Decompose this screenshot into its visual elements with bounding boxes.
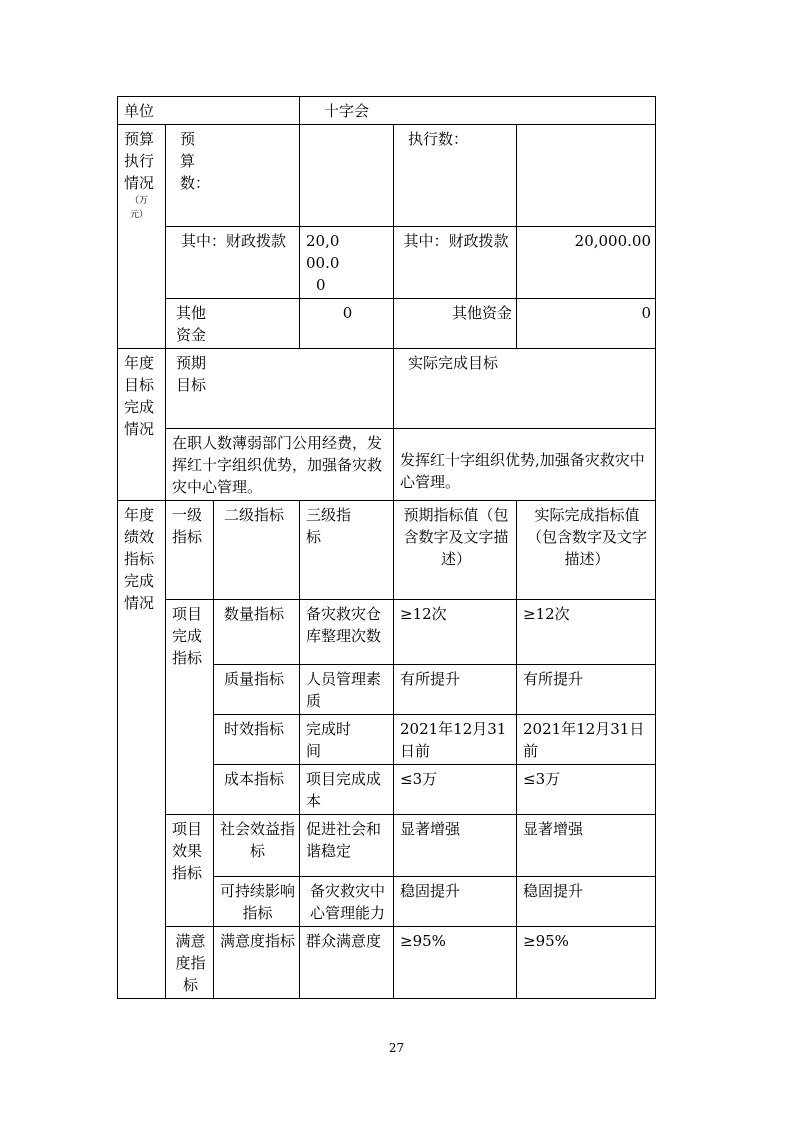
level2-cell: 满意度指标 [214,927,300,999]
budget-section-label: 预算 执行 情况 （万 元） [118,125,166,349]
actual-goal-text: 发挥红十字组织优势,加强备灾救灾中心管理。 [394,429,656,501]
execution-amount-label: 执行数： [394,125,517,227]
table-row [118,927,656,999]
level3-cell: 促进社会和谐稳定 [300,815,394,877]
header-level3: 三级指标 [300,501,394,600]
fiscal-allocation-label: 其中：财政拨款 [166,227,300,299]
table-row [118,600,656,665]
actual-cell: ≥12次 [517,600,656,665]
budget-amount-label: 预 算 数： [166,125,300,227]
level2-cell: 社会效益指标 [214,815,300,877]
header-level1: 一级指标 [166,501,214,600]
level3-cell: 备灾救灾中心管理能力 [300,877,394,927]
expected-goal-text: 在职人数薄弱部门公用经费，发挥红十字组织优势，加强备灾救灾中心管理。 [166,429,394,501]
level2-cell: 成本指标 [214,765,300,815]
header-expected: 预期指标值（包含数字及文字描述） [394,501,517,600]
level3-cell: 完成时间 [300,715,394,765]
level3-cell: 备灾救灾仓库整理次数 [300,600,394,665]
level2-cell: 数量指标 [214,600,300,665]
actual-cell: 2021年12月31日前 [517,715,656,765]
budget-amount-value [300,125,394,227]
exec-fiscal-allocation-label: 其中：财政拨款 [394,227,517,299]
level2-cell: 质量指标 [214,665,300,715]
actual-cell: 有所提升 [517,665,656,715]
other-funds-label: 其他 资金 [166,299,300,349]
expected-goal-label: 预期 目标 [166,349,394,429]
table-row [118,815,656,877]
page-number: 27 [388,1041,405,1055]
level2-cell: 可持续影响指标 [214,877,300,927]
unit-label: 单位 [118,97,300,125]
expected-cell: 显著增强 [394,815,517,877]
performance-section-label: 年度 绩效 指标 完成 情况 [118,501,166,999]
expected-cell: 有所提升 [394,665,517,715]
exec-other-funds-label: 其他资金 [394,299,517,349]
level2-cell: 时效指标 [214,715,300,765]
unit-value: 十字会 [300,97,656,125]
exec-fiscal-allocation-value: 20,000.00 [517,227,656,299]
expected-cell: 稳固提升 [394,877,517,927]
expected-cell: ≤3万 [394,765,517,815]
group-project-effect: 项目效果指标 [166,815,214,927]
performance-report-table [117,96,656,999]
actual-cell: ≤3万 [517,765,656,815]
actual-goal-label: 实际完成目标 [394,349,656,429]
header-level2: 二级指标 [214,501,300,600]
actual-cell: 显著增强 [517,815,656,877]
actual-cell: 稳固提升 [517,877,656,927]
fiscal-allocation-value: 20,0 00.0 0 [300,227,394,299]
execution-amount-value [517,125,656,227]
actual-cell: ≥95% [517,927,656,999]
expected-cell: ≥95% [394,927,517,999]
group-satisfaction: 满意度指标 [166,927,214,999]
group-project-completion: 项目完成指标 [166,600,214,815]
exec-other-funds-value: 0 [517,299,656,349]
goals-section-label: 年度 目标 完成 情况 [118,349,166,501]
other-funds-value: 0 [300,299,394,349]
expected-cell: 2021年12月31日前 [394,715,517,765]
budget-unit-note: （万 [130,196,149,206]
header-actual: 实际完成指标值（包含数字及文字描述） [517,501,656,600]
expected-cell: ≥12次 [394,600,517,665]
level3-cell: 项目完成成本 [300,765,394,815]
level3-cell: 人员管理素质 [300,665,394,715]
level3-cell: 群众满意度 [300,927,394,999]
